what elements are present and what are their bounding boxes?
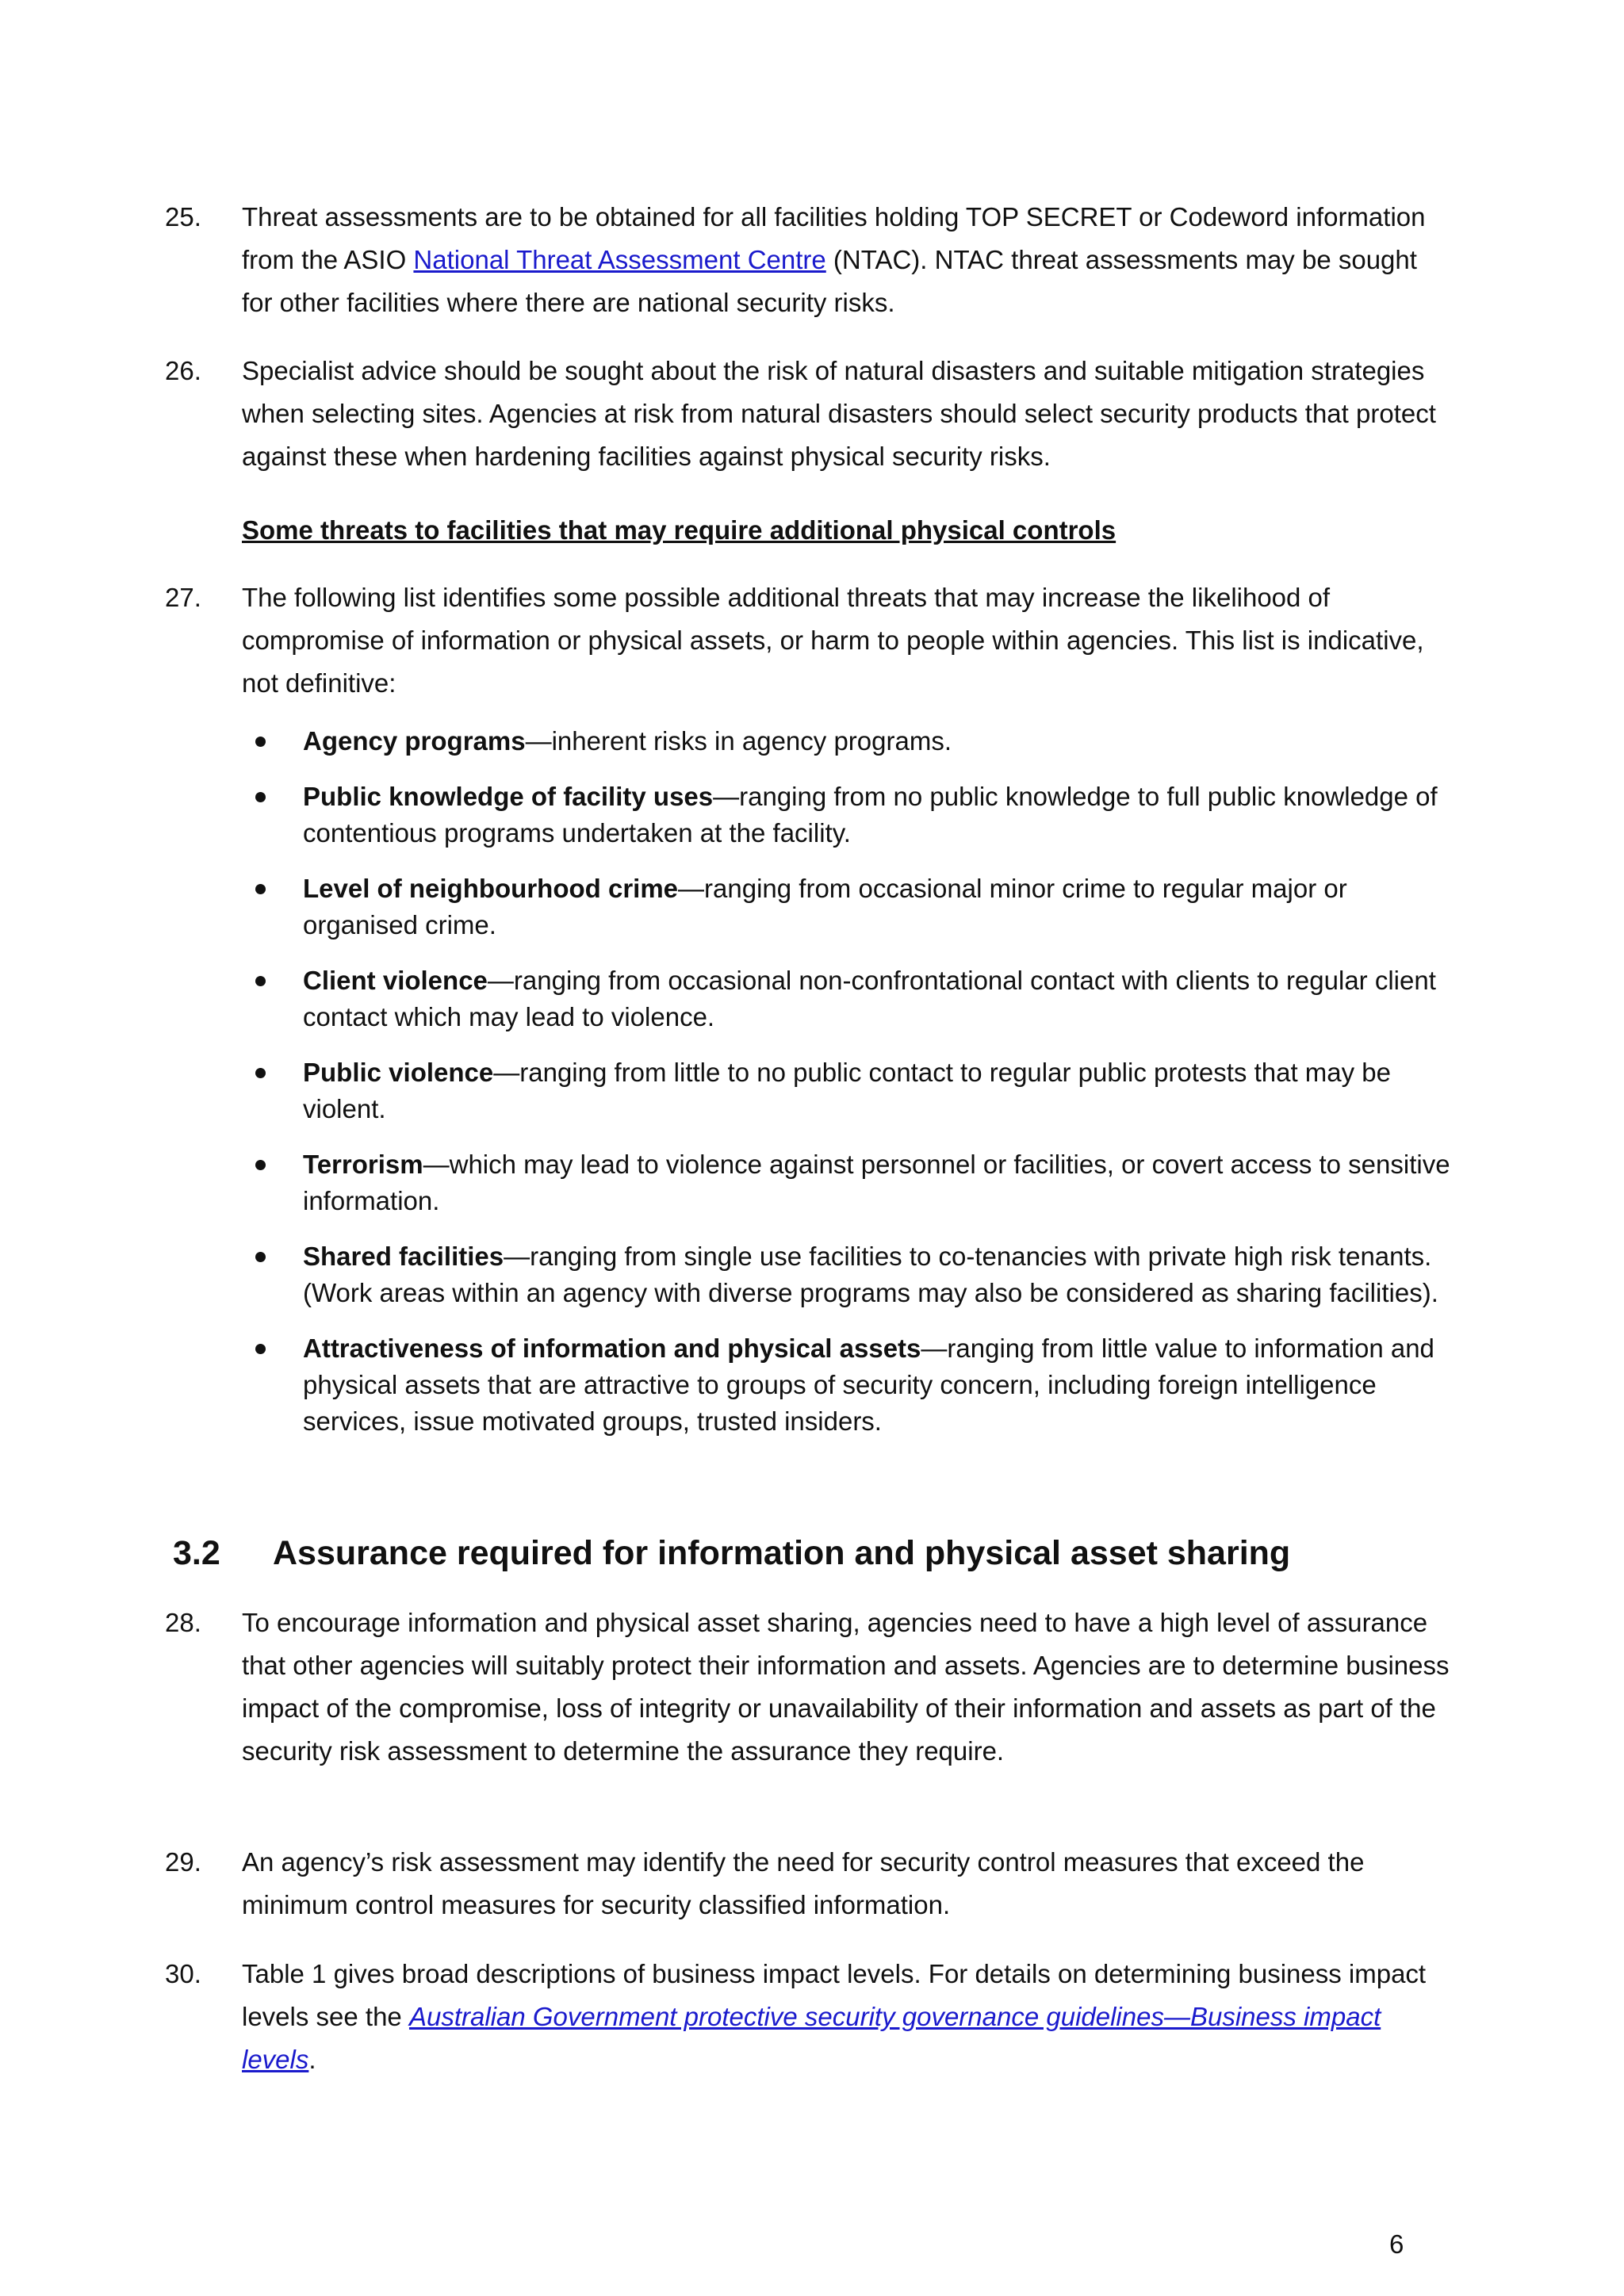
list-item-desc: —ranging from occasional non-confrontational contact with clients to regular client contact which may lead to violence. <box>303 966 1436 1031</box>
list-item-term: Agency programs <box>303 726 526 756</box>
paragraph-text <box>242 196 1450 324</box>
list-item-term: Level of neighbourhood crime <box>303 874 679 903</box>
paragraph-text: An agency’s risk assessment may identify the need for security control measures that exceed the minimum control measures for security classified information. <box>242 1847 1365 1919</box>
paragraph-text-part: (NTAC). NTAC threat assessments may be sought for other facilities where there are national security risks. <box>242 245 1417 317</box>
threat-list <box>242 723 1463 1459</box>
threats-subheading: Some threats to facilities that may require additional physical controls <box>242 515 1116 545</box>
list-item-term: Public violence <box>303 1058 494 1087</box>
bullet-icon <box>255 1068 266 1078</box>
paragraph-text: Specialist advice should be sought about the risk of natural disasters and suitable mitigation strategies when selecting sites. Agencies at risk from natural disasters should select security products that protect against these when hardening facilities against physical security risks. <box>242 356 1436 471</box>
bullet-icon <box>255 1252 266 1262</box>
paragraph-text: The following list identifies some possible additional threats that may increase the likelihood of compromise of information or physical assets, or harm to people within agencies. This list is indicative, not definitive: <box>242 583 1424 698</box>
list-item-desc: —ranging from no public knowledge to full public knowledge of contentious programs undertaken at the facility. <box>303 782 1438 848</box>
paragraph-number: 29. <box>165 1847 201 1877</box>
business-impact-levels-link[interactable]: Australian Government protective security governance guidelines—Business impact levels <box>242 2002 1381 2074</box>
page-number: 6 <box>1389 2229 1404 2259</box>
list-item-term: Shared facilities <box>303 1242 504 1271</box>
list-item <box>242 962 1463 1035</box>
list-item-term: Public knowledge of facility uses <box>303 782 714 811</box>
paragraph-27 <box>165 576 1450 705</box>
list-item-term: Attractiveness of information and physical assets <box>303 1334 921 1363</box>
list-item-term: Client violence <box>303 966 488 995</box>
list-item-term: Terrorism <box>303 1150 423 1179</box>
paragraph-30 <box>165 1953 1450 2081</box>
paragraph-number: 26. <box>165 356 201 385</box>
paragraph-number: 25. <box>165 202 201 232</box>
bullet-icon <box>255 1344 266 1354</box>
list-item-desc: —ranging from little to no public contact to regular public protests that may be violent. <box>303 1058 1391 1123</box>
list-item-desc: —ranging from little value to information and physical assets that are attractive to groups of security concern, including foreign intelligence services, issue motivated groups, trusted insiders. <box>303 1334 1434 1436</box>
paragraph-number: 28. <box>165 1608 201 1637</box>
list-item <box>242 1054 1463 1127</box>
paragraph-text: To encourage information and physical asset sharing, agencies need to have a high level of assurance that other agencies will suitably protect their information and assets. Agencies are to determine business impact of the compromise, loss of integrity or unavailability of their information and assets as part of the security risk assessment to determine the assurance they require. <box>242 1608 1450 1766</box>
list-item-desc: —inherent risks in agency programs. <box>525 726 952 756</box>
paragraph-text-part: Threat assessments are to be obtained for all facilities holding TOP SECRET or Codeword information from the ASIO <box>242 202 1426 274</box>
paragraph-26 <box>165 350 1450 478</box>
section-title: Assurance required for information and physical asset sharing <box>273 1534 1291 1572</box>
bullet-icon <box>255 737 266 747</box>
list-item <box>242 1238 1463 1311</box>
paragraph-29 <box>165 1841 1450 1927</box>
list-item-desc: —ranging from single use facilities to co-tenancies with private high risk tenants. (Work areas within an agency with diverse programs may also be considered as sharing facilities). <box>303 1242 1438 1307</box>
paragraph-28 <box>165 1601 1450 1773</box>
paragraph-number: 30. <box>165 1959 201 1988</box>
paragraph-text-part: Table 1 gives broad descriptions of business impact levels. For details on determining business impact levels see the <box>242 1959 1427 2031</box>
paragraph-number: 27. <box>165 583 201 612</box>
section-heading <box>173 1529 1290 1577</box>
list-item <box>242 779 1463 851</box>
bullet-icon <box>255 976 266 986</box>
list-item-desc: —ranging from occasional minor crime to regular major or organised crime. <box>303 874 1347 939</box>
paragraph-25 <box>165 196 1450 324</box>
bullet-icon <box>255 792 266 802</box>
paragraph-text-part: . <box>308 2045 316 2074</box>
paragraph-text <box>242 1953 1450 2081</box>
bullet-icon <box>255 884 266 894</box>
section-number: 3.2 <box>173 1534 220 1572</box>
list-item <box>242 723 1463 760</box>
list-item <box>242 1330 1463 1440</box>
bullet-icon <box>255 1160 266 1170</box>
list-item <box>242 871 1463 943</box>
list-item-desc: —which may lead to violence against personnel or facilities, or covert access to sensitive information. <box>303 1150 1450 1215</box>
ntac-link[interactable]: National Threat Assessment Centre <box>413 245 826 274</box>
list-item <box>242 1146 1463 1219</box>
